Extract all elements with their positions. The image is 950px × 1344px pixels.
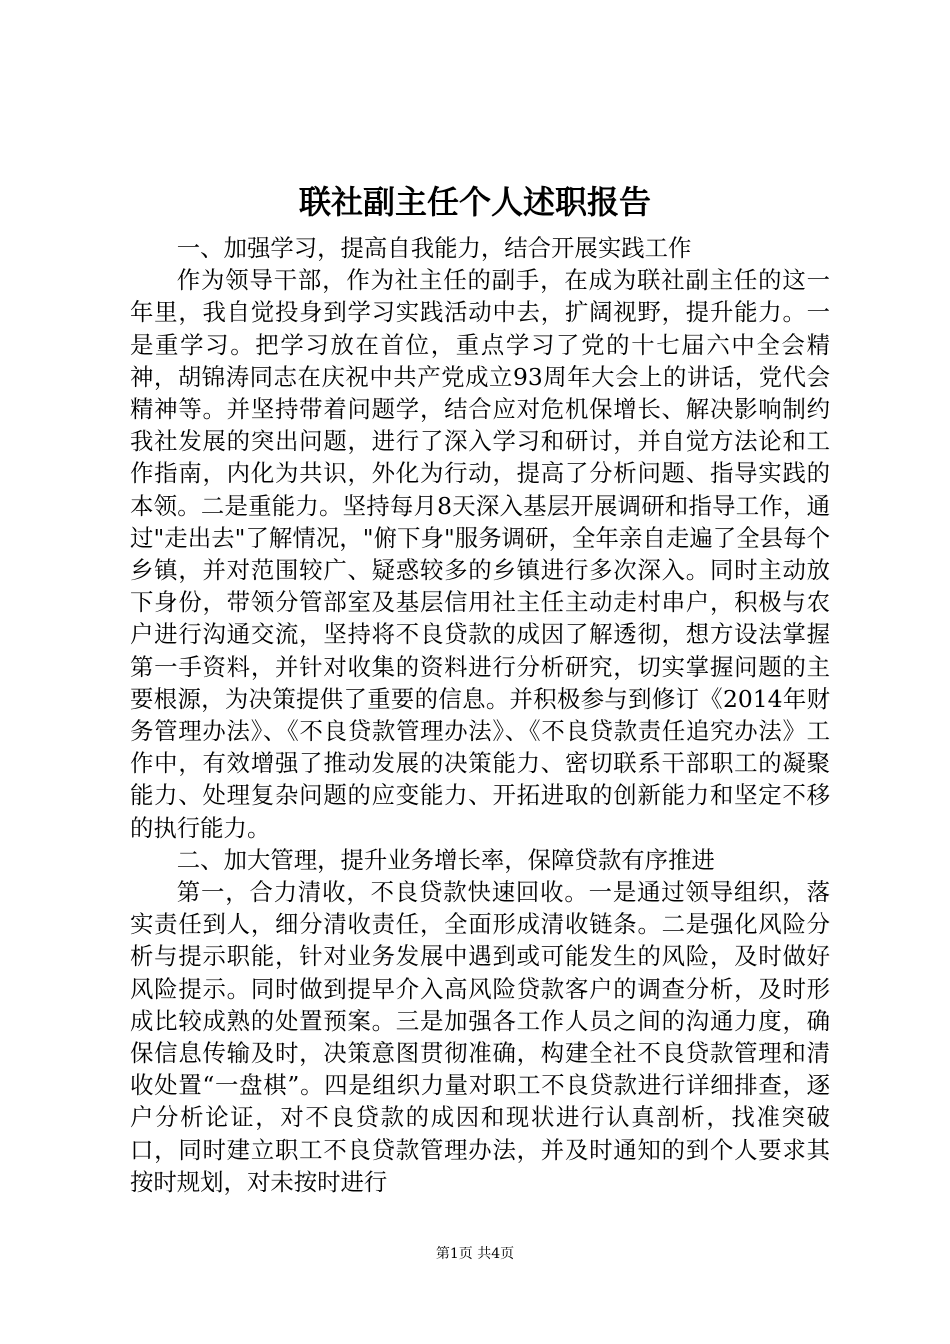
document-body (130, 232, 830, 1198)
page-footer: 第1页 共4页 (435, 1246, 515, 1262)
document-title: 联社副主任个人述职报告 (298, 183, 651, 221)
section-heading-1: 一、加强学习，提高自我能力，结合开展实践工作 (176, 234, 692, 262)
section-heading-2: 二、加大管理，提升业务增长率，保障贷款有序推进 (176, 845, 715, 874)
section-paragraph-1: 作为领导干部，作为社主任的副手，在成为联社副主任的这一年里，我自觉投身到学习实践活动中去，扩阔视野，提升能力。一是重学习。把学习放在首位，重点学习了党的十七届六中全会精神，胡锦涛同志在庆祝中共产党成立93周年大会上的讲话，党代会精神等。并坚持带着问题学，结合应对危机保增长、解决影响制约我社发展的突出问题，进行了深入学习和研讨，并自觉方法论和工作指南，内化为共识，外化为行动，提高了分析问题、指导实践的本领。二是重能力。坚持每月8天深入基层开展调研和指导工作，通过"走出去"了解情况，"俯下身"服务调研，全年亲自走遍了全县每个乡镇，并对范围较广、疑惑较多的乡镇进行多次深入。同时主动放下身份，带领分管部室及基层信用社主任主动走村串户，积极与农户进行沟通交流，坚持将不良贷款的成因了解透彻，想方设法掌握第一手资料，并针对收集的资料进行分析研究，切实掌握问题的主要根源，为决策提供了重要的信息。并积极参与到修订《2014年财务管理办法》、《不良贷款管理办法》、《不良贷款责任追究办法》工作中，有效增强了推动发展的决策能力、密切联系干部职工的凝聚能力、处理复杂问题的应变能力、开拓进取的创新能力和坚定不移的执行能力。 (130, 266, 830, 842)
section-paragraph-2: 第一，合力清收，不良贷款快速回收。一是通过领导组织，落实责任到人，细分清收责任，全面形成清收链条。二是强化风险分析与提示职能，针对业务发展中遇到或可能发生的风险，及时做好风险提示。同时做到提早介入高风险贷款客户的调查分析，及时形成比较成熟的处置预案。三是加强各工作人员之间的沟通力度，确保信息传输及时，决策意图贯彻准确，构建全社不良贷款管理和清收处置“一盘棋”。四是组织力量对职工不良贷款进行详细排查，逐户分析论证，对不良贷款的成因和现状进行认真剖析，找准突破口，同时建立职工不良贷款管理办法，并及时通知的到个人要求其按时规划，对未按时进行 (130, 878, 830, 1196)
